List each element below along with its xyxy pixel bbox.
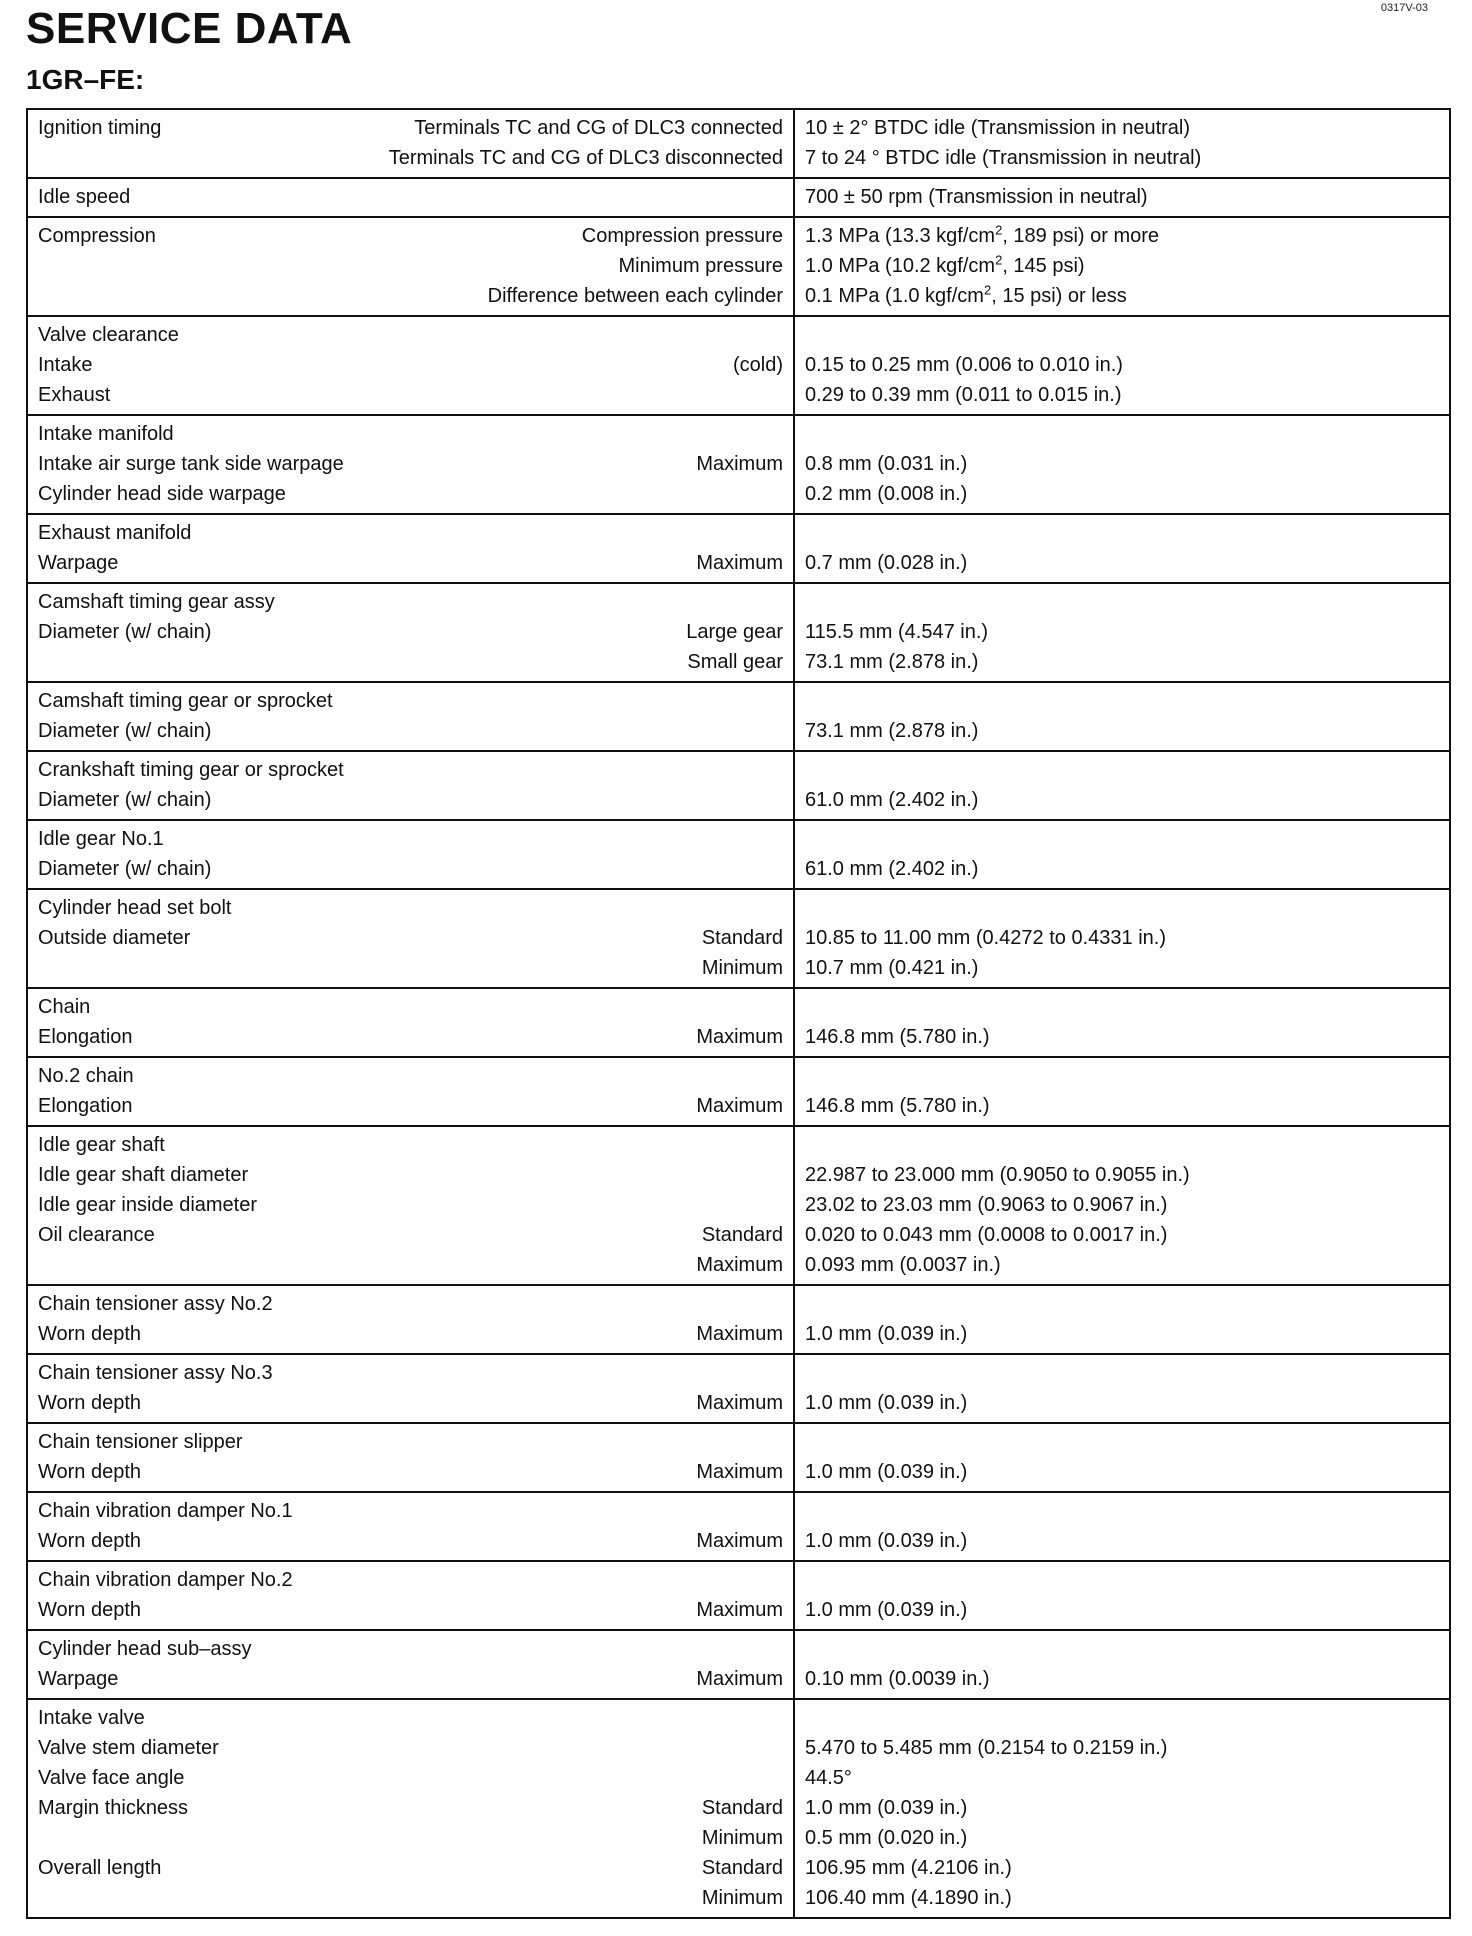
spec-value: 146.8 mm (5.780 in.) [805,1095,990,1117]
spec-group [28,750,1449,819]
spec-label-line [38,992,783,1022]
spec-label-cell [28,179,795,216]
spec-label-line [38,221,783,251]
spec-item-label: Exhaust manifold [38,522,192,544]
spec-item-label: Compression [38,225,156,247]
spec-item-label: Idle gear inside diameter [38,1194,258,1216]
spec-label-line [38,824,783,854]
spec-item-label: Diameter (w/ chain) [38,858,212,880]
spec-condition-label: Maximum [696,1668,783,1690]
spec-value [805,1496,1439,1526]
spec-group [28,987,1449,1056]
spec-value-cell [795,1700,1449,1917]
spec-value: 1.0 MPa (10.2 kgf/$cm^2$, 145 psi) [805,252,1085,277]
spec-value-cell [795,1424,1449,1491]
spec-value: 115.5 mm (4.547 in.) [805,621,989,643]
spec-label-line [38,320,783,350]
spec-value [805,1565,1439,1595]
spec-item-label: Chain [38,996,91,1018]
spec-value: 0.2 mm (0.008 in.) [805,483,968,505]
spec-item-label: Idle speed [38,186,131,208]
spec-condition-label: Maximum [696,1323,783,1345]
spec-label-line [38,1130,783,1160]
spec-label-cell [28,317,795,414]
spec-item-label: Chain tensioner slipper [38,1431,243,1453]
spec-label-line [38,686,783,716]
spec-value-cell [795,1058,1449,1125]
spec-item-label: Idle gear shaft diameter [38,1164,249,1186]
spec-condition-label: Maximum [696,1461,783,1483]
spec-label-line [38,1427,783,1457]
spec-label-line [38,182,783,212]
spec-item-label: Elongation [38,1026,133,1048]
spec-value [805,1703,1439,1733]
spec-label-line [38,1022,783,1052]
spec-value-cell [795,989,1449,1056]
spec-label-line [38,1733,783,1763]
spec-value: 61.0 mm (2.402 in.) [805,789,979,811]
spec-condition-label: Standard [701,1797,783,1819]
spec-value-cell [795,1286,1449,1353]
spec-group [28,888,1449,987]
spec-group [28,1353,1449,1422]
spec-value: 1.0 mm (0.039 in.) [805,1461,968,1483]
spec-label-line [38,587,783,617]
spec-label-line [38,1634,783,1664]
spec-value: 1.0 mm (0.039 in.) [805,1530,968,1552]
spec-condition-label: Standard [701,1224,783,1246]
spec-value [805,518,1439,548]
spec-label-line [38,1220,783,1250]
spec-label-cell [28,1058,795,1125]
engine-subtitle: 1GR–FE: [26,64,145,95]
spec-label-line [38,380,783,410]
spec-label-line [38,647,783,677]
spec-value-cell [795,1562,1449,1629]
spec-value: 10.7 mm (0.421 in.) [805,957,979,979]
spec-condition-label: Small gear [687,651,783,673]
spec-label-cell [28,1424,795,1491]
spec-value [805,1289,1439,1319]
spec-condition-label: Minimum [701,1827,783,1849]
spec-label-line [38,1883,783,1913]
spec-label-line [38,1091,783,1121]
spec-label-line [38,1289,783,1319]
spec-group [28,819,1449,888]
spec-condition-label: Standard [701,1857,783,1879]
spec-value [805,755,1439,785]
spec-label-cell [28,890,795,987]
spec-label-cell [28,1286,795,1353]
spec-value [805,320,1439,350]
spec-value: 7 to 24 ° BTDC idle (Transmission in neutral) [805,147,1202,169]
spec-value: 44.5° [805,1767,852,1789]
spec-label-line [38,113,783,143]
spec-condition-label: Standard [701,927,783,949]
spec-group [28,1284,1449,1353]
spec-value [805,992,1439,1022]
spec-item-label: Diameter (w/ chain) [38,720,212,742]
spec-label-line [38,1595,783,1625]
spec-label-line [38,716,783,746]
spec-label-cell [28,515,795,582]
spec-item-label: Margin thickness [38,1797,189,1819]
spec-condition-label: Minimum [701,957,783,979]
spec-value: 1.0 mm (0.039 in.) [805,1392,968,1414]
spec-label-line [38,1496,783,1526]
spec-label-line [38,1160,783,1190]
spec-item-label: Worn depth [38,1323,142,1345]
spec-value [805,1634,1439,1664]
spec-condition-label: Maximum [696,552,783,574]
spec-value: 0.8 mm (0.031 in.) [805,453,968,475]
spec-value-cell [795,1493,1449,1560]
spec-condition-label: Maximum [696,453,783,475]
spec-item-label: Warpage [38,1668,119,1690]
spec-condition-label: Minimum pressure [618,255,783,277]
spec-label-cell [28,1127,795,1284]
spec-value: 106.95 mm (4.2106 in.) [805,1857,1012,1879]
spec-label-line [38,251,783,281]
spec-condition-label: Maximum [696,1026,783,1048]
spec-item-label: Idle gear No.1 [38,828,164,850]
spec-value-cell [795,179,1449,216]
spec-item-label: Worn depth [38,1599,142,1621]
spec-item-label: Crankshaft timing gear or sprocket [38,759,344,781]
spec-value: 23.02 to 23.03 mm (0.9063 to 0.9067 in.) [805,1194,1168,1216]
spec-label-cell [28,821,795,888]
page-title: SERVICE DATA [26,4,353,53]
spec-value: 106.40 mm (4.1890 in.) [805,1887,1012,1909]
spec-item-label: Intake manifold [38,423,174,445]
spec-label-cell [28,1631,795,1698]
spec-item-label: Chain tensioner assy No.2 [38,1293,273,1315]
spec-value-cell [795,1631,1449,1698]
spec-item-label: Worn depth [38,1530,142,1552]
spec-value: 0.093 mm (0.0037 in.) [805,1254,1001,1276]
spec-value-cell [795,515,1449,582]
spec-group [28,513,1449,582]
spec-label-line [38,419,783,449]
spec-label-cell [28,1493,795,1560]
spec-value: 73.1 mm (2.878 in.) [805,720,979,742]
spec-item-label: Outside diameter [38,927,191,949]
spec-value-cell [795,1355,1449,1422]
spec-condition-label: Maximum [696,1530,783,1552]
spec-condition-label: Maximum [696,1392,783,1414]
spec-item-label: Cylinder head set bolt [38,897,232,919]
spec-item-label: Chain tensioner assy No.3 [38,1362,273,1384]
spec-group [28,110,1449,177]
service-data-table [26,108,1451,1919]
spec-item-label: Worn depth [38,1461,142,1483]
spec-value: 0.020 to 0.043 mm (0.0008 to 0.0017 in.) [805,1224,1168,1246]
spec-label-line [38,923,783,953]
spec-condition-label: Difference between each cylinder [487,285,783,307]
spec-group [28,1698,1449,1917]
spec-label-line [38,281,783,311]
spec-condition-label: Large gear [686,621,783,643]
spec-label-line [38,1388,783,1418]
spec-value: 0.10 mm (0.0039 in.) [805,1668,990,1690]
spec-item-label: Oil clearance [38,1224,155,1246]
spec-label-cell [28,752,795,819]
spec-label-line [38,1793,783,1823]
spec-label-line [38,479,783,509]
spec-value-cell [795,752,1449,819]
spec-value: 5.470 to 5.485 mm (0.2154 to 0.2159 in.) [805,1737,1168,1759]
spec-label-line [38,755,783,785]
spec-value [805,893,1439,923]
spec-value-cell [795,821,1449,888]
spec-value: 61.0 mm (2.402 in.) [805,858,979,880]
spec-item-label: Worn depth [38,1392,142,1414]
spec-condition-label: (cold) [732,354,783,376]
spec-label-cell [28,683,795,750]
spec-label-line [38,350,783,380]
spec-label-cell [28,1700,795,1917]
spec-value-cell [795,890,1449,987]
spec-label-line [38,617,783,647]
spec-value: 0.15 to 0.25 mm (0.006 to 0.010 in.) [805,354,1123,376]
spec-label-line [38,854,783,884]
spec-value [805,1427,1439,1457]
spec-label-line [38,1526,783,1556]
spec-item-label: Chain vibration damper No.1 [38,1500,293,1522]
spec-label-line [38,143,783,173]
spec-value-cell [795,683,1449,750]
spec-label-line [38,1703,783,1733]
spec-item-label: Diameter (w/ chain) [38,789,212,811]
spec-value: 10 ± 2° BTDC idle (Transmission in neutral) [805,117,1191,139]
spec-item-label: Exhaust [38,384,111,406]
spec-value: 22.987 to 23.000 mm (0.9050 to 0.9055 in.) [805,1164,1190,1186]
spec-item-label: Camshaft timing gear or sprocket [38,690,333,712]
spec-item-label: Valve stem diameter [38,1737,219,1759]
spec-value [805,1061,1439,1091]
spec-group [28,177,1449,216]
spec-item-label: Elongation [38,1095,133,1117]
spec-condition-label: Maximum [696,1254,783,1276]
spec-label-line [38,1457,783,1487]
spec-value-cell [795,416,1449,513]
spec-group [28,582,1449,681]
spec-group [28,1491,1449,1560]
spec-label-line [38,518,783,548]
spec-value [805,1130,1439,1160]
spec-value: 0.5 mm (0.020 in.) [805,1827,968,1849]
spec-condition-label: Maximum [696,1095,783,1117]
spec-value-cell [795,110,1449,177]
spec-label-line [38,1664,783,1694]
spec-item-label: Intake valve [38,1707,145,1729]
spec-group [28,216,1449,315]
spec-item-label: Warpage [38,552,119,574]
spec-value: 1.3 MPa (13.3 kgf/$cm^2$, 189 psi) or more [805,222,1160,247]
spec-value: 1.0 mm (0.039 in.) [805,1797,968,1819]
spec-condition-label: Minimum [701,1887,783,1909]
spec-value-cell [795,317,1449,414]
spec-label-cell [28,1562,795,1629]
spec-item-label: Cylinder head sub–assy [38,1638,252,1660]
spec-item-label: Ignition timing [38,117,162,139]
spec-label-line [38,1190,783,1220]
spec-label-line [38,1853,783,1883]
spec-value: 146.8 mm (5.780 in.) [805,1026,990,1048]
spec-value [805,587,1439,617]
spec-value: 0.1 MPa (1.0 kgf/$cm^2$, 15 psi) or less [805,282,1127,307]
spec-label-line [38,785,783,815]
spec-value [805,419,1439,449]
spec-label-cell [28,416,795,513]
spec-value: 73.1 mm (2.878 in.) [805,651,979,673]
spec-item-label: Camshaft timing gear assy [38,591,275,613]
spec-group [28,1056,1449,1125]
spec-item-label: Diameter (w/ chain) [38,621,212,643]
spec-label-line [38,893,783,923]
spec-group [28,1422,1449,1491]
spec-value [805,824,1439,854]
spec-label-cell [28,1355,795,1422]
spec-value: 0.29 to 0.39 mm (0.011 to 0.015 in.) [805,384,1122,406]
spec-group [28,414,1449,513]
spec-value-cell [795,218,1449,315]
spec-group [28,1125,1449,1284]
spec-label-line [38,1763,783,1793]
spec-item-label: Intake [38,354,93,376]
spec-label-cell [28,110,795,177]
spec-label-line [38,548,783,578]
spec-item-label: Valve clearance [38,324,179,346]
spec-item-label: Valve face angle [38,1767,185,1789]
spec-value [805,1358,1439,1388]
spec-value: 0.7 mm (0.028 in.) [805,552,968,574]
spec-item-label: Cylinder head side warpage [38,483,286,505]
spec-condition-label: Compression pressure [581,225,783,247]
spec-label-cell [28,218,795,315]
spec-item-label: Overall length [38,1857,162,1879]
spec-condition-label: Maximum [696,1599,783,1621]
spec-item-label: Idle gear shaft [38,1134,165,1156]
spec-item-label: Intake air surge tank side warpage [38,453,344,475]
spec-value [805,686,1439,716]
spec-label-line [38,953,783,983]
spec-label-line [38,1319,783,1349]
spec-label-line [38,449,783,479]
spec-value-cell [795,584,1449,681]
spec-group [28,1629,1449,1698]
spec-label-cell [28,989,795,1056]
spec-label-line [38,1061,783,1091]
spec-value: 1.0 mm (0.039 in.) [805,1599,968,1621]
spec-label-line [38,1823,783,1853]
document-code: 0317V-03 [1380,2,1428,14]
spec-value-cell [795,1127,1449,1284]
spec-group [28,1560,1449,1629]
spec-item-label: No.2 chain [38,1065,134,1087]
spec-condition-label: Terminals TC and CG of DLC3 disconnected [388,147,783,169]
spec-value: 1.0 mm (0.039 in.) [805,1323,968,1345]
spec-value: 700 ± 50 rpm (Transmission in neutral) [805,186,1148,208]
spec-label-line [38,1358,783,1388]
spec-condition-label: Terminals TC and CG of DLC3 connected [414,117,783,139]
spec-label-cell [28,584,795,681]
spec-label-line [38,1250,783,1280]
spec-value: 10.85 to 11.00 mm (0.4272 to 0.4331 in.) [805,927,1166,949]
spec-group [28,681,1449,750]
spec-group [28,315,1449,414]
spec-label-line [38,1565,783,1595]
spec-item-label: Chain vibration damper No.2 [38,1569,293,1591]
